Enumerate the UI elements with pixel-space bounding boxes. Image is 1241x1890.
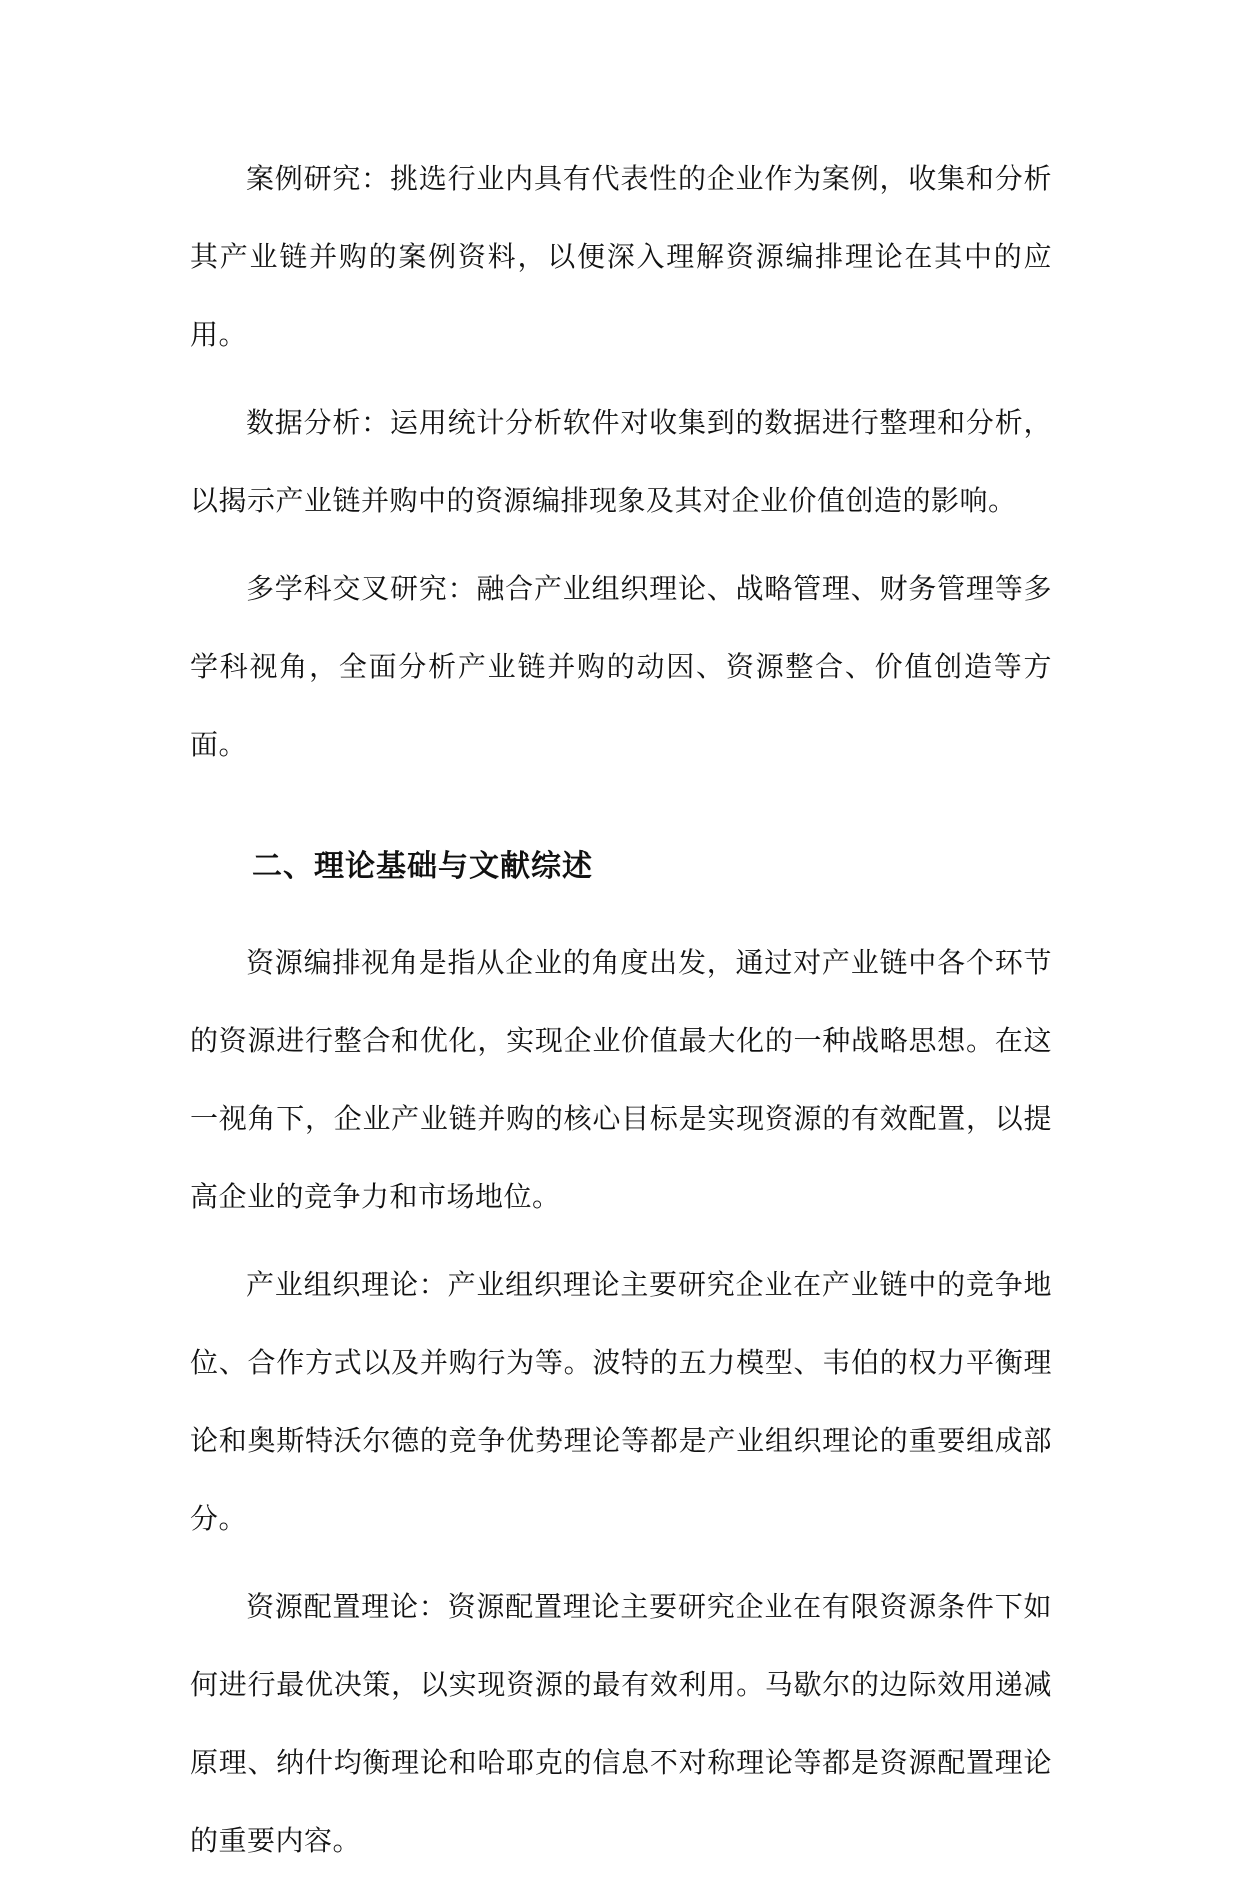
paragraph-industrial-organization: 产业组织理论：产业组织理论主要研究企业在产业链中的竞争地位、合作方式以及并购行为等。波特的五力模型、韦伯的权力平衡理论和奥斯特沃尔德的竞争优势理论等都是产业组织理论的重要组成部分。 [190, 1268, 1052, 1535]
paragraph-resource-allocation: 资源配置理论：资源配置理论主要研究企业在有限资源条件下如何进行最优决策，以实现资源的最有效利用。马歇尔的边际效用递减原理、纳什均衡理论和哈耶克的信息不对称理论等都是资源配置理论的重要内容。 [190, 1590, 1052, 1857]
paragraph-interdisciplinary: 多学科交叉研究：融合产业组织理论、战略管理、财务管理等多学科视角，全面分析产业链并购的动因、资源整合、价值创造等方面。 [190, 572, 1052, 761]
document-body [190, 140, 1052, 1890]
paragraph-resource-orchestration: 资源编排视角是指从企业的角度出发，通过对产业链中各个环节的资源进行整合和优化，实现企业价值最大化的一种战略思想。在这一视角下，企业产业链并购的核心目标是实现资源的有效配置，以提高企业的竞争力和市场地位。 [190, 946, 1052, 1213]
paragraph-data-analysis: 数据分析：运用统计分析软件对收集到的数据进行整理和分析，以揭示产业链并购中的资源编排现象及其对企业价值创造的影响。 [190, 406, 1052, 517]
section-spacer [190, 794, 1052, 820]
paragraph-case-study: 案例研究：挑选行业内具有代表性的企业作为案例，收集和分析其产业链并购的案例资料，以便深入理解资源编排理论在其中的应用。 [190, 162, 1052, 351]
section-heading: 二、理论基础与文献综述 [252, 849, 593, 884]
